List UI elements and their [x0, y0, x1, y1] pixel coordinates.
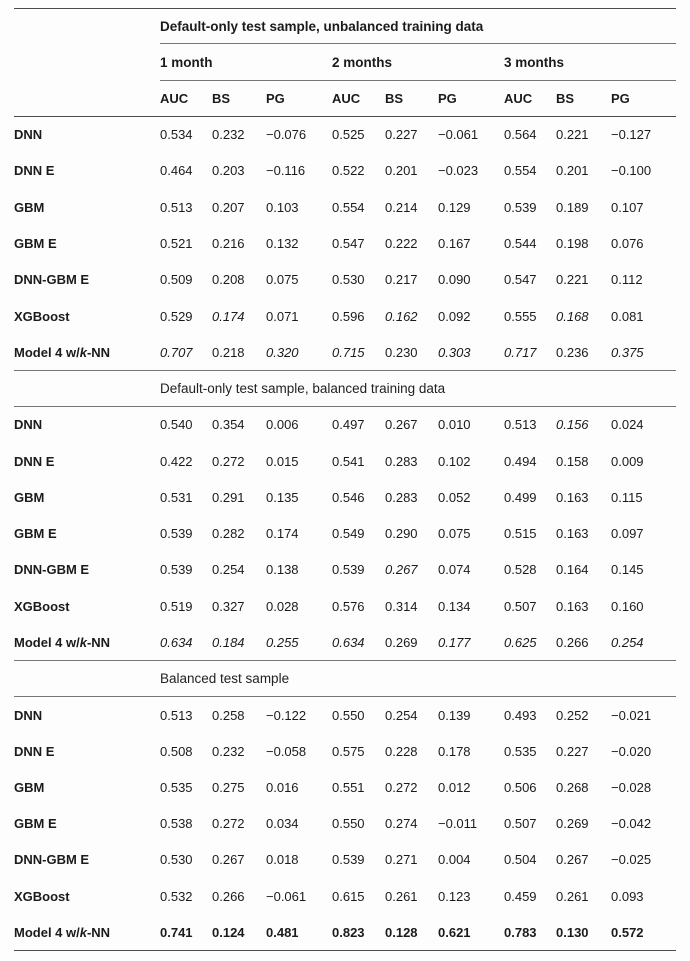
- value-cell: 0.625: [504, 634, 537, 650]
- value-cell: 0.354: [212, 417, 245, 433]
- value-cell: 0.010: [438, 417, 471, 433]
- value-cell: 0.076: [611, 236, 644, 252]
- value-cell: 0.254: [212, 562, 245, 578]
- section-title-spacer: [14, 9, 160, 44]
- value-cell: 0.266: [556, 634, 589, 650]
- value-cell: 0.459: [504, 888, 537, 904]
- row-label: DNN: [14, 417, 43, 433]
- value-cell: 0.218: [212, 344, 245, 360]
- row-label: DNN E: [14, 453, 55, 469]
- value-cell: 0.534: [160, 127, 193, 143]
- value-cell: 0.551: [332, 779, 365, 795]
- value-cell: 0.174: [212, 308, 245, 324]
- value-cell: −0.028: [611, 779, 652, 795]
- value-cell: 0.129: [438, 199, 471, 215]
- value-cell: 0.513: [504, 417, 537, 433]
- table-row: [14, 443, 676, 479]
- value-cell: 0.009: [611, 453, 644, 469]
- value-cell: 0.535: [504, 743, 537, 759]
- value-cell: 0.028: [266, 598, 299, 614]
- value-cell: 0.272: [212, 816, 245, 832]
- value-cell: 0.232: [212, 127, 245, 143]
- value-cell: 0.530: [160, 852, 193, 868]
- value-cell: 0.547: [332, 236, 365, 252]
- value-cell: 0.075: [438, 526, 471, 542]
- value-cell: 0.093: [611, 888, 644, 904]
- value-cell: 0.112: [611, 272, 643, 288]
- value-cell: 0.522: [332, 163, 365, 179]
- column-header-auc: AUC: [504, 81, 556, 117]
- value-cell: 0.252: [556, 707, 589, 723]
- value-cell: 0.221: [556, 127, 589, 143]
- value-cell: 0.272: [212, 453, 245, 469]
- value-cell: 0.178: [438, 743, 471, 759]
- value-cell: 0.163: [556, 598, 589, 614]
- value-cell: −0.061: [266, 888, 307, 904]
- row-label-part: -NN: [86, 344, 111, 360]
- value-cell: 0.596: [332, 308, 365, 324]
- table-row: [14, 769, 676, 805]
- value-cell: 0.525: [332, 127, 365, 143]
- row-label: GBM: [14, 489, 45, 505]
- value-cell: −0.058: [266, 743, 307, 759]
- value-cell: 0.201: [556, 163, 589, 179]
- value-cell: 0.303: [438, 344, 471, 360]
- value-cell: 0.282: [212, 526, 245, 542]
- value-cell: −0.061: [438, 127, 479, 143]
- value-cell: 0.221: [556, 272, 589, 288]
- value-cell: 0.228: [385, 743, 418, 759]
- value-cell: −0.011: [438, 816, 478, 832]
- value-cell: 0.515: [504, 526, 537, 542]
- value-cell: 0.103: [266, 199, 299, 215]
- value-cell: 0.634: [160, 634, 193, 650]
- value-cell: 0.168: [556, 308, 589, 324]
- value-cell: 0.320: [266, 344, 299, 360]
- value-cell: 0.164: [556, 562, 589, 578]
- value-cell: 0.266: [212, 888, 245, 904]
- value-cell: 0.555: [504, 308, 537, 324]
- value-cell: 0.232: [212, 743, 245, 759]
- value-cell: 0.550: [332, 707, 365, 723]
- value-cell: 0.160: [611, 598, 644, 614]
- value-cell: 0.006: [266, 417, 299, 433]
- value-cell: 0.158: [556, 453, 589, 469]
- value-cell: 0.261: [385, 888, 418, 904]
- value-cell: 0.513: [160, 707, 193, 723]
- column-header-pg: PG: [611, 81, 676, 117]
- table-row: [14, 697, 676, 733]
- value-cell: 0.097: [611, 526, 644, 542]
- value-cell: 0.012: [438, 779, 471, 795]
- value-cell: 0.090: [438, 272, 471, 288]
- row-label: GBM E: [14, 526, 57, 542]
- value-cell: 0.291: [212, 489, 245, 505]
- table-row: [14, 733, 676, 769]
- value-cell: 0.254: [385, 707, 418, 723]
- value-cell: 0.621: [438, 914, 504, 950]
- row-label: GBM E: [14, 816, 57, 832]
- row-label: GBM E: [14, 236, 57, 252]
- section-title: Balanced test sample: [160, 661, 676, 697]
- value-cell: 0.507: [504, 816, 537, 832]
- value-cell: 0.540: [160, 417, 193, 433]
- value-cell: 0.554: [504, 163, 537, 179]
- value-cell: 0.071: [266, 308, 299, 324]
- value-cell: 0.034: [266, 816, 299, 832]
- column-header-pg: PG: [438, 81, 504, 117]
- value-cell: 0.139: [438, 707, 471, 723]
- value-cell: 0.115: [611, 489, 643, 505]
- value-cell: 0.268: [556, 779, 589, 795]
- value-cell: 0.550: [332, 816, 365, 832]
- value-cell: 0.507: [504, 598, 537, 614]
- value-cell: 0.575: [332, 743, 365, 759]
- value-cell: 0.493: [504, 707, 537, 723]
- table-row: [14, 914, 676, 950]
- table-row: [14, 225, 676, 261]
- value-cell: 0.189: [556, 199, 589, 215]
- table-row: [14, 842, 676, 878]
- value-cell: 0.018: [266, 852, 299, 868]
- value-cell: 0.184: [212, 634, 245, 650]
- value-cell: 0.269: [556, 816, 589, 832]
- row-label: XGBoost: [14, 888, 70, 904]
- value-cell: 0.481: [266, 914, 332, 950]
- row-label: GBM: [14, 779, 45, 795]
- value-cell: 0.174: [266, 526, 299, 542]
- row-label-part: Model 4 w/: [14, 924, 80, 940]
- value-cell: 0.531: [160, 489, 193, 505]
- value-cell: 0.513: [160, 199, 193, 215]
- value-cell: 0.162: [385, 308, 418, 324]
- value-cell: −0.023: [438, 163, 479, 179]
- row-label-part: -NN: [86, 634, 111, 650]
- value-cell: 0.535: [160, 779, 193, 795]
- row-label: XGBoost: [14, 308, 70, 324]
- row-label-part: -NN: [86, 924, 111, 940]
- value-cell: 0.823: [332, 914, 385, 950]
- group-header: 2 months: [332, 44, 504, 81]
- value-cell: 0.145: [611, 562, 644, 578]
- value-cell: 0.222: [385, 236, 418, 252]
- value-cell: 0.539: [160, 526, 193, 542]
- value-cell: 0.576: [332, 598, 365, 614]
- row-label-part: Model 4 w/: [14, 634, 80, 650]
- value-cell: −0.042: [611, 816, 652, 832]
- value-cell: 0.016: [266, 779, 299, 795]
- value-cell: 0.717: [504, 344, 537, 360]
- value-cell: 0.167: [438, 236, 471, 252]
- value-cell: 0.107: [611, 199, 644, 215]
- value-cell: 0.267: [385, 417, 418, 433]
- row-label: DNN-GBM E: [14, 852, 90, 868]
- value-cell: 0.024: [611, 417, 644, 433]
- value-cell: 0.464: [160, 163, 193, 179]
- value-cell: 0.163: [556, 489, 589, 505]
- value-cell: 0.707: [160, 344, 193, 360]
- value-cell: −0.076: [266, 127, 307, 143]
- value-cell: 0.102: [438, 453, 471, 469]
- row-label: DNN-GBM E: [14, 272, 90, 288]
- value-cell: 0.314: [385, 598, 418, 614]
- value-cell: 0.521: [160, 236, 193, 252]
- value-cell: 0.123: [438, 888, 471, 904]
- value-cell: −0.116: [266, 163, 306, 179]
- value-cell: 0.004: [438, 852, 471, 868]
- value-cell: 0.177: [438, 634, 471, 650]
- row-label: DNN: [14, 127, 43, 143]
- value-cell: 0.529: [160, 308, 193, 324]
- value-cell: 0.203: [212, 163, 245, 179]
- value-cell: 0.163: [556, 526, 589, 542]
- value-cell: 0.539: [332, 562, 365, 578]
- value-cell: 0.135: [266, 489, 299, 505]
- section-title-spacer: [14, 661, 160, 697]
- value-cell: 0.156: [556, 417, 589, 433]
- value-cell: −0.025: [611, 852, 652, 868]
- table-row: [14, 552, 676, 588]
- table-row: [14, 479, 676, 515]
- value-cell: 0.275: [212, 779, 245, 795]
- value-cell: 0.274: [385, 816, 418, 832]
- value-cell: −0.021: [611, 707, 652, 723]
- value-cell: 0.261: [556, 888, 589, 904]
- value-cell: 0.124: [212, 914, 266, 950]
- table-row: [14, 298, 676, 334]
- section-title-row: [14, 371, 676, 407]
- table-row: [14, 407, 676, 443]
- value-cell: 0.138: [266, 562, 299, 578]
- value-cell: 0.572: [611, 914, 676, 950]
- column-header-pg: PG: [266, 81, 332, 117]
- value-cell: −0.100: [611, 163, 652, 179]
- value-cell: 0.615: [332, 888, 365, 904]
- value-cell: 0.290: [385, 526, 418, 542]
- value-cell: 0.539: [160, 562, 193, 578]
- metric-header-row: [14, 81, 676, 117]
- value-cell: 0.227: [556, 743, 589, 759]
- value-cell: 0.130: [556, 914, 611, 950]
- group-header-spacer: [14, 44, 160, 81]
- value-cell: 0.255: [266, 634, 299, 650]
- metric-header-spacer: [14, 81, 160, 117]
- value-cell: 0.741: [160, 914, 212, 950]
- value-cell: 0.217: [385, 272, 418, 288]
- section-title-spacer: [14, 371, 160, 407]
- value-cell: 0.207: [212, 199, 245, 215]
- row-label-italic-part: k: [79, 924, 87, 940]
- value-cell: 0.528: [504, 562, 537, 578]
- value-cell: 0.269: [385, 634, 418, 650]
- value-cell: 0.504: [504, 852, 537, 868]
- table-row: [14, 806, 676, 842]
- section-title: Default-only test sample, unbalanced training data: [160, 9, 676, 44]
- value-cell: 0.541: [332, 453, 365, 469]
- group-header: 3 months: [504, 44, 676, 81]
- value-cell: 0.539: [504, 199, 537, 215]
- value-cell: 0.634: [332, 634, 365, 650]
- value-cell: 0.715: [332, 344, 365, 360]
- value-cell: 0.272: [385, 779, 418, 795]
- row-label-part: Model 4 w/: [14, 344, 80, 360]
- row-label: XGBoost: [14, 598, 70, 614]
- value-cell: 0.267: [212, 852, 245, 868]
- table-row: [14, 515, 676, 551]
- value-cell: 0.783: [504, 914, 556, 950]
- value-cell: 0.208: [212, 272, 245, 288]
- row-label-italic-part: k: [79, 634, 87, 650]
- row-label-italic-part: k: [79, 344, 87, 360]
- column-header-bs: BS: [556, 81, 611, 117]
- value-cell: 0.074: [438, 562, 471, 578]
- column-header-bs: BS: [212, 81, 266, 117]
- value-cell: 0.499: [504, 489, 537, 505]
- value-cell: 0.092: [438, 308, 471, 324]
- value-cell: 0.081: [611, 308, 644, 324]
- table-row: [14, 334, 676, 370]
- value-cell: 0.271: [385, 852, 418, 868]
- value-cell: 0.532: [160, 888, 193, 904]
- value-cell: −0.122: [266, 707, 307, 723]
- table-body: [14, 9, 676, 951]
- value-cell: 0.198: [556, 236, 589, 252]
- table-row: [14, 624, 676, 660]
- row-label: DNN E: [14, 743, 55, 759]
- value-cell: 0.230: [385, 344, 418, 360]
- value-cell: 0.216: [212, 236, 245, 252]
- row-label: DNN E: [14, 163, 55, 179]
- table-row: [14, 189, 676, 225]
- value-cell: 0.283: [385, 453, 418, 469]
- column-header-auc: AUC: [332, 81, 385, 117]
- row-label: [14, 334, 160, 370]
- value-cell: 0.267: [556, 852, 589, 868]
- group-header-row: [14, 44, 676, 81]
- row-label: DNN-GBM E: [14, 562, 90, 578]
- value-cell: 0.201: [385, 163, 418, 179]
- value-cell: −0.127: [611, 127, 652, 143]
- value-cell: 0.546: [332, 489, 365, 505]
- value-cell: 0.544: [504, 236, 537, 252]
- value-cell: 0.134: [438, 598, 471, 614]
- section-title-row: [14, 661, 676, 697]
- section-title: Default-only test sample, balanced training data: [160, 371, 676, 407]
- row-label: [14, 624, 160, 660]
- row-label: DNN: [14, 707, 43, 723]
- column-header-auc: AUC: [160, 81, 212, 117]
- value-cell: 0.214: [385, 199, 418, 215]
- value-cell: 0.506: [504, 779, 537, 795]
- value-cell: −0.020: [611, 743, 652, 759]
- value-cell: 0.549: [332, 526, 365, 542]
- value-cell: 0.254: [611, 634, 644, 650]
- value-cell: 0.509: [160, 272, 193, 288]
- value-cell: 0.530: [332, 272, 365, 288]
- value-cell: 0.227: [385, 127, 418, 143]
- value-cell: 0.564: [504, 127, 537, 143]
- value-cell: 0.538: [160, 816, 193, 832]
- value-cell: 0.547: [504, 272, 537, 288]
- value-cell: 0.494: [504, 453, 537, 469]
- value-cell: 0.075: [266, 272, 299, 288]
- table-row: [14, 878, 676, 914]
- value-cell: 0.052: [438, 489, 471, 505]
- value-cell: 0.497: [332, 417, 365, 433]
- value-cell: 0.015: [266, 453, 299, 469]
- group-header: 1 month: [160, 44, 332, 81]
- value-cell: 0.554: [332, 199, 365, 215]
- value-cell: 0.327: [212, 598, 245, 614]
- value-cell: 0.258: [212, 707, 245, 723]
- value-cell: 0.236: [556, 344, 589, 360]
- value-cell: 0.128: [385, 914, 438, 950]
- section-title-row: [14, 9, 676, 44]
- results-table: [14, 8, 676, 951]
- value-cell: 0.519: [160, 598, 193, 614]
- row-label: [14, 914, 160, 950]
- table-row: [14, 262, 676, 298]
- value-cell: 0.283: [385, 489, 418, 505]
- value-cell: 0.267: [385, 562, 418, 578]
- table-row: [14, 117, 676, 153]
- column-header-bs: BS: [385, 81, 438, 117]
- table-row: [14, 588, 676, 624]
- value-cell: 0.539: [332, 852, 365, 868]
- table-row: [14, 153, 676, 189]
- value-cell: 0.132: [266, 236, 299, 252]
- row-label: GBM: [14, 199, 45, 215]
- value-cell: 0.375: [611, 344, 644, 360]
- value-cell: 0.422: [160, 453, 193, 469]
- value-cell: 0.508: [160, 743, 193, 759]
